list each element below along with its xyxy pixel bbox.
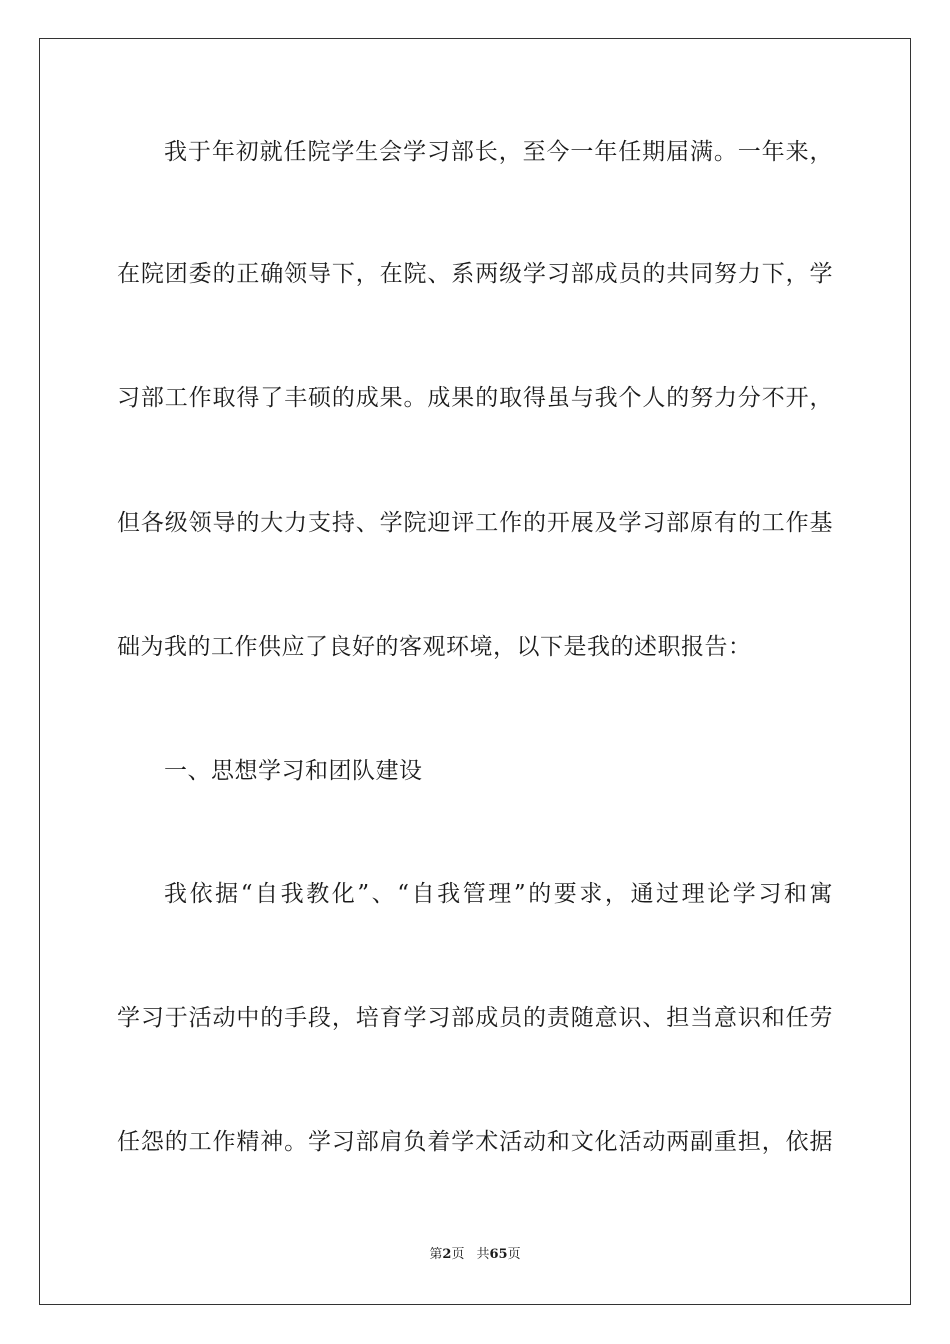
paragraph-line-1: 我于年初就任院学生会学习部长，至今一年任期届满。一年来，: [164, 139, 833, 165]
page-number: 2: [442, 1247, 452, 1262]
paragraph-line-8: 任怨的工作精神。学习部肩负着学术活动和文化活动两副重担，依据: [117, 1129, 833, 1155]
paragraph-line-3: 习部工作取得了丰硕的成果。成果的取得虽与我个人的努力分不开，: [117, 385, 833, 411]
total-suffix: 页: [507, 1247, 521, 1262]
paragraph-line-7: 学习于活动中的手段，培育学习部成员的责随意识、担当意识和任劳: [117, 1005, 833, 1031]
section-heading: 一、思想学习和团队建设: [164, 758, 423, 784]
paragraph-line-6: 我依据“自我教化”、“自我管理”的要求，通过理论学习和寓: [164, 881, 833, 907]
paragraph-line-4: 但各级领导的大力支持、学院迎评工作的开展及学习部原有的工作基: [117, 510, 833, 536]
page-border: [39, 38, 911, 1305]
total-pages: 65: [489, 1247, 508, 1262]
page-footer: [0, 1246, 950, 1264]
page-suffix: 页: [451, 1247, 465, 1262]
paragraph-line-2: 在院团委的正确领导下，在院、系两级学习部成员的共同努力下，学: [117, 261, 833, 287]
page-prefix: 第: [429, 1247, 443, 1262]
total-prefix: 共: [476, 1247, 490, 1262]
paragraph-line-5: 础为我的工作供应了良好的客观环境，以下是我的述职报告：: [117, 634, 752, 660]
